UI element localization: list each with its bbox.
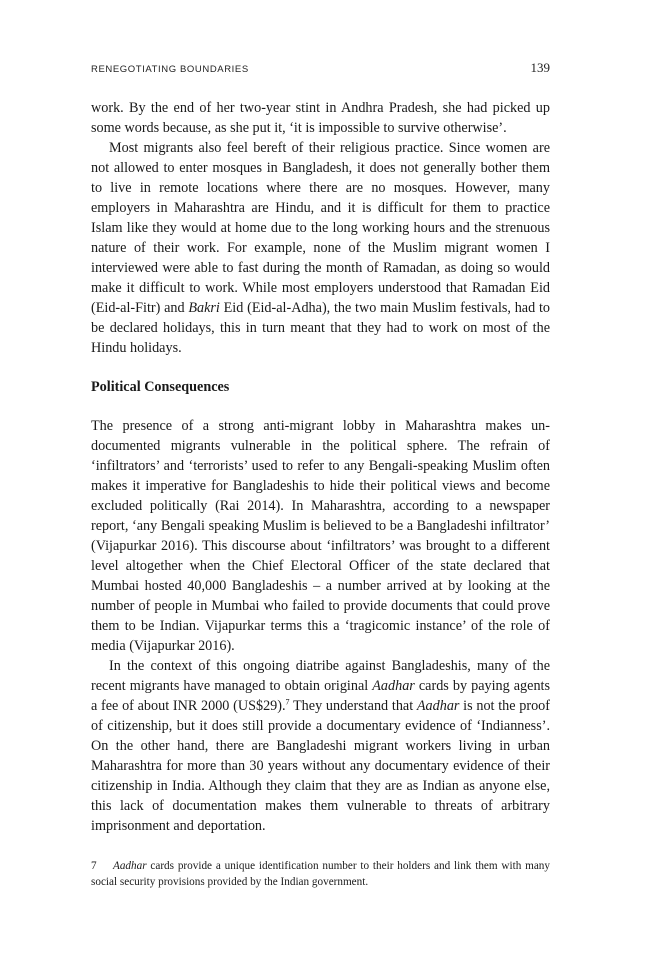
italic-term: Aadhar (372, 678, 415, 694)
text-run: In the context of this ongoing diatribe against Bangladeshis, many of the recent migrants have managed to obtain original (91, 658, 550, 694)
footnote (91, 858, 550, 890)
text-run: is not the proof of citizenship, but it does still provide a documentary evidence of ‘Indianness’. On the other hand, there are Bangladeshi migrant workers living in urban Maharashtra for more than 30 years without any documentary evidence of their citizenship in India. Although they claim that they are as Indian as anyone else, this lack of documentation makes them vulnerable to threats of arbitrary imprisonment and deportation. (91, 698, 550, 834)
text-run: Eid (Eid-al-Adha), the two main Muslim festivals, had to be declared holidays, this in turn meant that they had to work on most of the Hindu holidays. (91, 300, 550, 356)
text-run: They understand that (289, 698, 417, 714)
body-text (91, 98, 550, 836)
italic-term: Aadhar (416, 698, 460, 714)
running-title: RENEGOTIATING BOUNDARIES (91, 64, 249, 75)
section-heading: Political Consequences (91, 379, 230, 395)
text-run: cards by paying agents a fee of about INR 2000 (US$29). (91, 678, 551, 714)
footnote-marker: 7 (285, 697, 290, 707)
footnote-number: 7 (91, 860, 97, 872)
footnote-text: cards provide a unique identification number to their holders and link them with many social security provisions provided by the Indian government. (91, 860, 550, 888)
page-content (91, 60, 550, 836)
paragraph-political-sphere: The presence of a strong anti-migrant lobby in Maharashtra makes undocumented migrants vulnerable in the political sphere. The refrain of ‘infiltrators’ and ‘terrorists’ used to refer to any Bengali-speaking Muslim often makes it imperative for Bangladeshis to hide their political views and become excluded politically (Rai 2014). In Maharashtra, according to a newspaper report, ‘any Bengali speaking Muslim is believed to be a Bangladeshi infiltrator’ (Vijapurkar 2016). This discourse about ‘infiltrators’ was brought to a different level altogether when the Chief Electoral Officer of the state declared that Mumbai hosted 40,000 Bangladeshis – a number arrived at by looking at the number of people in Mumbai who failed to provide documents that could prove them to be Indian. Vijapurkar terms this a ‘tragicomic instance’ of the role of media (Vijapurkar 2016). (91, 418, 550, 654)
page-number: 139 (530, 60, 550, 75)
paragraph-aadhar (91, 656, 550, 836)
paragraph-religious-practice (91, 138, 550, 358)
footnote-italic-term: Aadhar (113, 860, 147, 872)
italic-term: Bakri (188, 300, 220, 316)
text-run: Most migrants also feel bereft of their religious practice. Since women are not allowed to enter mosques in Bangladesh, it does not generally bother them to live in remote locations where there are no mosques. However, many employers in Maharashtra are Hindu, and it is difficult for them to practice Islam like they would at home due to the long working hours and the strenuous nature of their work. For example, none of the Muslim migrant women I interviewed were able to fast during the month of Ramadan, as doing so would make it difficult to work. While most employers understood that Ramadan Eid (Eid-al-Fitr) and (91, 140, 550, 316)
paragraph-continued: work. By the end of her two-year stint in Andhra Pradesh, she had picked up some words because, as she put it, ‘it is impossible to survive otherwise’. (91, 100, 550, 136)
running-header (91, 60, 550, 78)
